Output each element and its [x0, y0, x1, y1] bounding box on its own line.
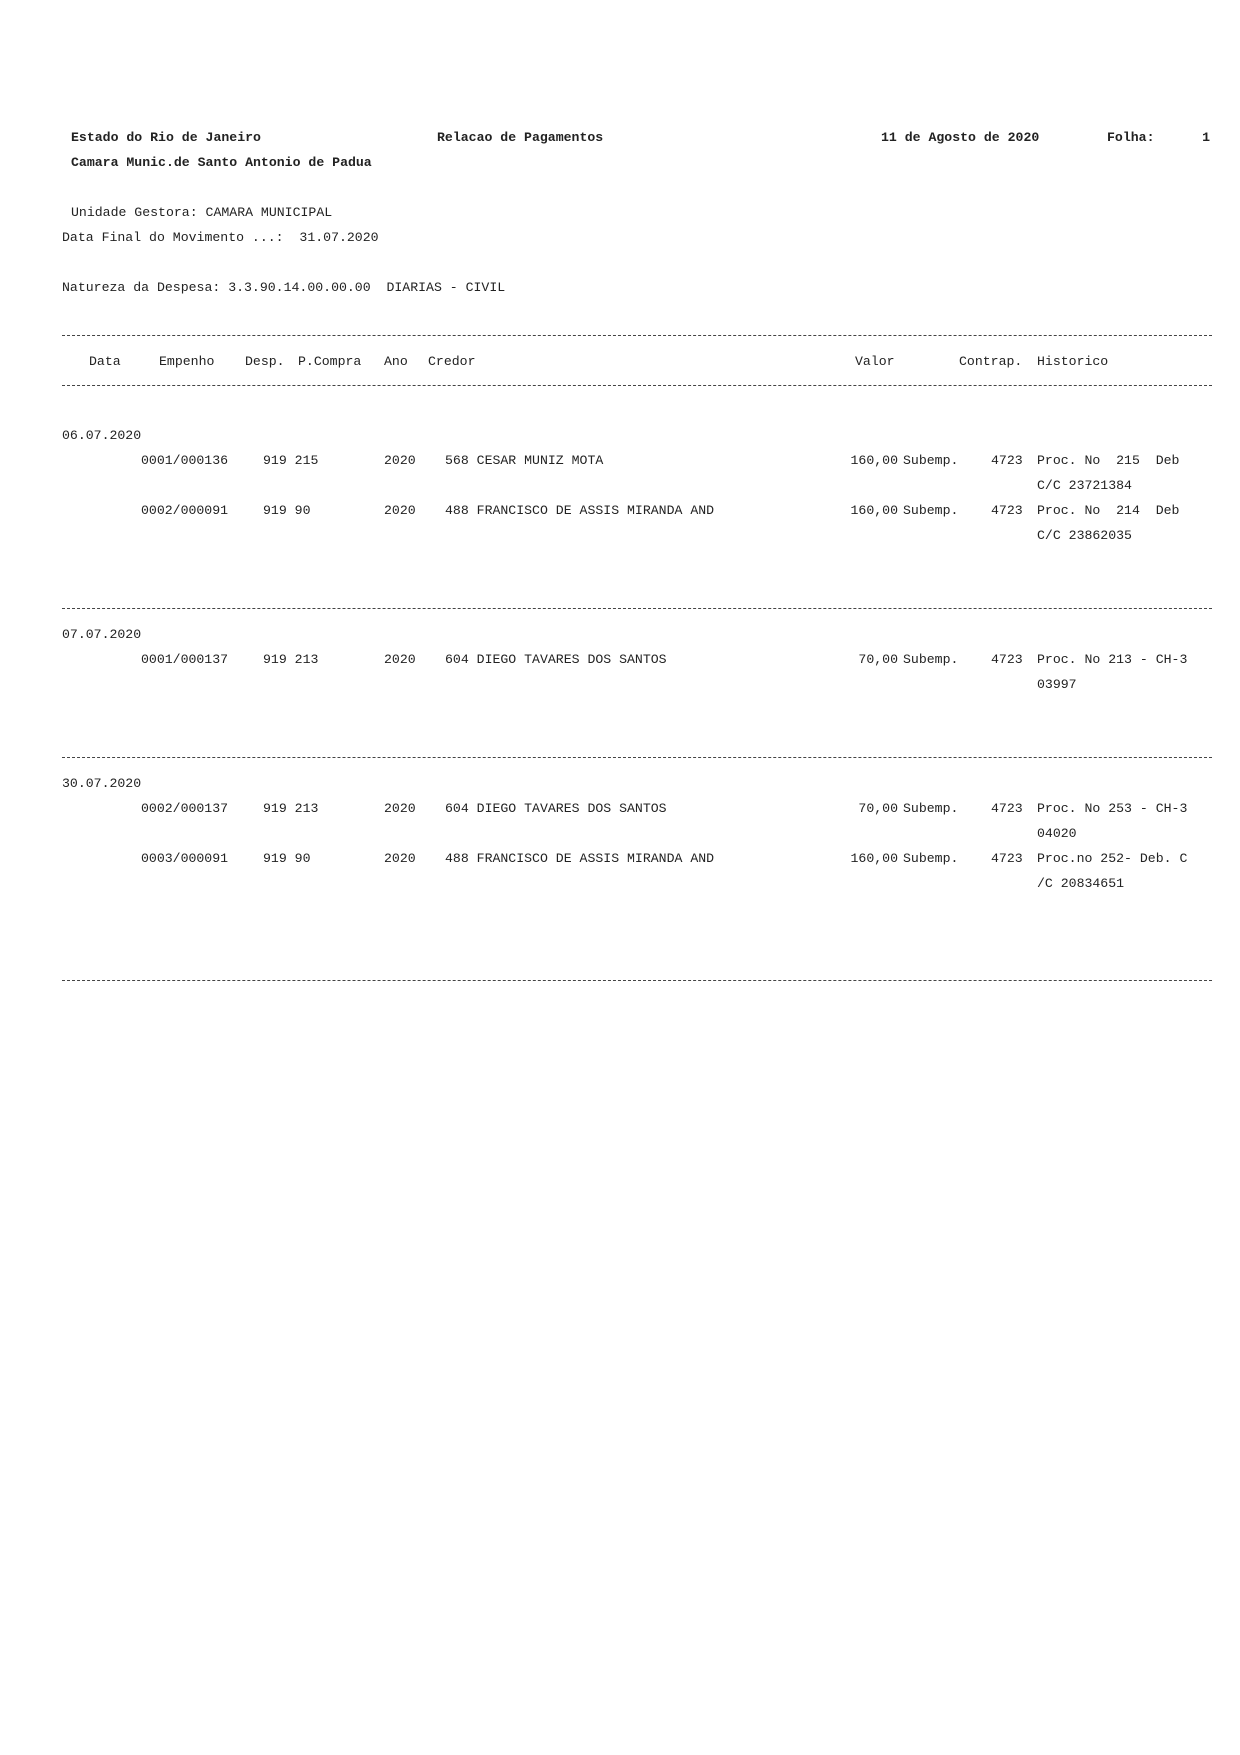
- row-valor: 70,00: [858, 801, 898, 816]
- row-contrap-code: 4723: [991, 652, 1023, 667]
- row-empenho: 0001/000137: [141, 652, 229, 667]
- row-credor: 604 DIEGO TAVARES DOS SANTOS: [445, 801, 667, 816]
- row-credor: 604 DIEGO TAVARES DOS SANTOS: [445, 652, 667, 667]
- report-title: Relacao de Pagamentos: [437, 130, 604, 145]
- row-historico: Proc. No 213 - CH-3: [1037, 652, 1188, 667]
- row-empenho: 0003/000091: [141, 851, 229, 866]
- row-ano: 2020: [384, 453, 416, 468]
- row-credor: 568 CESAR MUNIZ MOTA: [445, 453, 604, 468]
- header-bottom-rule: [62, 385, 1212, 386]
- row-desp: 919 213: [263, 652, 319, 667]
- col-contrap: Contrap.: [959, 354, 1023, 369]
- row-historico-cont: /C 20834651: [1037, 876, 1125, 891]
- row-valor: 160,00: [850, 503, 898, 518]
- expense-nature: Natureza da Despesa: 3.3.90.14.00.00.00 DIARIAS - CIVIL: [62, 280, 506, 295]
- row-historico: Proc.no 252- Deb. C: [1037, 851, 1188, 866]
- group-separator-rule: [62, 757, 1212, 758]
- row-contrap-type: Subemp.: [903, 801, 959, 816]
- row-historico-cont: C/C 23862035: [1037, 528, 1132, 543]
- group-separator-rule: [62, 608, 1212, 609]
- report-date: 11 de Agosto de 2020: [881, 130, 1040, 145]
- final-date: Data Final do Movimento ...: 31.07.2020: [62, 230, 379, 245]
- row-empenho: 0001/000136: [141, 453, 229, 468]
- row-contrap-code: 4723: [991, 503, 1023, 518]
- row-credor: 488 FRANCISCO DE ASSIS MIRANDA AND: [445, 503, 715, 518]
- group-date: 07.07.2020: [62, 627, 142, 642]
- row-historico-cont: C/C 23721384: [1037, 478, 1132, 493]
- header-top-rule: [62, 335, 1212, 336]
- row-historico: Proc. No 215 Deb: [1037, 453, 1180, 468]
- col-desp: Desp.: [245, 354, 285, 369]
- row-contrap-type: Subemp.: [903, 851, 959, 866]
- row-historico: Proc. No 253 - CH-3: [1037, 801, 1188, 816]
- row-contrap-type: Subemp.: [903, 503, 959, 518]
- row-desp: 919 90: [263, 851, 311, 866]
- row-desp: 919 90: [263, 503, 311, 518]
- col-pcompra: P.Compra: [298, 354, 362, 369]
- row-empenho: 0002/000091: [141, 503, 229, 518]
- sheet-number: 1: [1202, 130, 1210, 145]
- row-ano: 2020: [384, 851, 416, 866]
- row-credor: 488 FRANCISCO DE ASSIS MIRANDA AND: [445, 851, 715, 866]
- row-valor: 160,00: [850, 851, 898, 866]
- row-empenho: 0002/000137: [141, 801, 229, 816]
- row-contrap-type: Subemp.: [903, 652, 959, 667]
- row-historico: Proc. No 214 Deb: [1037, 503, 1180, 518]
- row-historico-cont: 04020: [1037, 826, 1077, 841]
- entity-name: Camara Munic.de Santo Antonio de Padua: [71, 155, 372, 170]
- row-contrap-type: Subemp.: [903, 453, 959, 468]
- row-historico-cont: 03997: [1037, 677, 1077, 692]
- footer-rule: [62, 980, 1212, 981]
- col-valor: Valor: [855, 354, 895, 369]
- row-contrap-code: 4723: [991, 851, 1023, 866]
- row-ano: 2020: [384, 652, 416, 667]
- row-valor: 160,00: [850, 453, 898, 468]
- row-ano: 2020: [384, 503, 416, 518]
- row-desp: 919 215: [263, 453, 319, 468]
- col-ano: Ano: [384, 354, 408, 369]
- col-data: Data: [89, 354, 121, 369]
- sheet-label: Folha:: [1107, 130, 1155, 145]
- row-contrap-code: 4723: [991, 453, 1023, 468]
- row-ano: 2020: [384, 801, 416, 816]
- row-contrap-code: 4723: [991, 801, 1023, 816]
- state-name: Estado do Rio de Janeiro: [71, 130, 261, 145]
- group-date: 06.07.2020: [62, 428, 142, 443]
- group-date: 30.07.2020: [62, 776, 142, 791]
- col-credor: Credor: [428, 354, 476, 369]
- management-unit: Unidade Gestora: CAMARA MUNICIPAL: [71, 205, 333, 220]
- col-historico: Historico: [1037, 354, 1109, 369]
- row-desp: 919 213: [263, 801, 319, 816]
- row-valor: 70,00: [858, 652, 898, 667]
- col-empenho: Empenho: [159, 354, 215, 369]
